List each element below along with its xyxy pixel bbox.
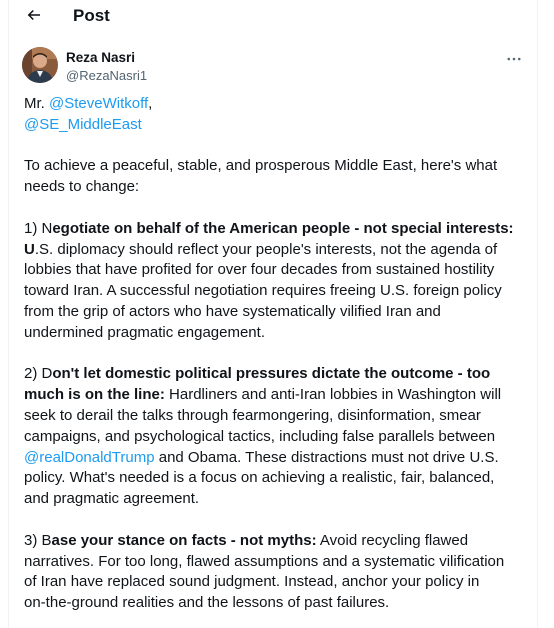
avatar[interactable] bbox=[22, 47, 58, 83]
point-line: seek to derail the talks through fearmongering, disinformation, smear bbox=[24, 406, 481, 424]
back-button[interactable] bbox=[21, 2, 47, 28]
point-number: 3) B bbox=[24, 531, 52, 549]
point-text: .S. diplomacy should reflect your people's interests, not the agenda of bbox=[34, 240, 498, 258]
point-heading bbox=[24, 219, 529, 240]
comma-text: , bbox=[148, 95, 153, 112]
intro-line: needs to change: bbox=[24, 178, 140, 196]
point-line: narratives. For too long, flawed assumptions and a systematic vilification bbox=[24, 552, 505, 570]
header-bar bbox=[9, 0, 537, 34]
point-number: 2) D bbox=[24, 365, 53, 383]
point-line bbox=[24, 240, 529, 261]
point-line: campaigns, and psychological tactics, including false parallels between bbox=[24, 427, 496, 445]
point-line: undermined pragmatic engagement. bbox=[24, 323, 265, 341]
point-initial: U bbox=[24, 240, 35, 258]
point-heading-text: on't let domestic political pressures dictate the outcome - too bbox=[52, 365, 491, 383]
point-line: on-the-ground realities and the lessons of past failures. bbox=[24, 594, 390, 612]
point-line: of Iran have replaced sound judgment. Instead, anchor your policy in bbox=[24, 573, 480, 591]
greeting-line bbox=[24, 94, 529, 115]
point-line: and pragmatic agreement. bbox=[24, 490, 200, 508]
page-title: Post bbox=[73, 6, 110, 25]
point-line: toward Iran. A successful negotiation requires freeing U.S. foreign policy bbox=[24, 282, 502, 300]
point-line: policy. What's needed is a focus on achieving a realistic, fair, balanced, bbox=[24, 469, 495, 487]
arrow-left-icon bbox=[25, 6, 43, 24]
point-text: and Obama. These distractions must not drive U.S. bbox=[154, 448, 499, 466]
mention-link[interactable]: @SE_MiddleEast bbox=[24, 115, 142, 133]
point-line: from the grip of actors who have systematically vilified Iran and bbox=[24, 302, 441, 320]
point-text: Hardliners and anti-Iran lobbies in Washington will bbox=[164, 386, 502, 404]
mention-link[interactable]: @SteveWitkoff bbox=[49, 95, 149, 112]
point-heading-text: much is on the line: bbox=[24, 386, 165, 404]
avatar-image bbox=[22, 47, 58, 83]
intro-line: To achieve a peaceful, stable, and prosperous Middle East, here's what bbox=[24, 157, 498, 175]
point-heading bbox=[24, 364, 529, 385]
point-heading-text: ase your stance on facts - not myths: bbox=[51, 531, 317, 549]
point-line bbox=[24, 448, 529, 469]
point-text: Avoid recycling flawed bbox=[316, 531, 469, 549]
point-heading-text: egotiate on behalf of the American people - not special interests: bbox=[52, 219, 514, 237]
point-line: lobbies that have profited for over four decades from sustained hostility bbox=[24, 261, 495, 279]
mention-link[interactable]: @realDonaldTrump bbox=[24, 448, 155, 466]
post-text bbox=[24, 94, 529, 614]
more-button[interactable] bbox=[503, 48, 525, 70]
post-view bbox=[8, 0, 538, 628]
author-name[interactable]: Reza Nasri bbox=[66, 50, 136, 65]
greeting-text: Mr. bbox=[24, 95, 49, 112]
author-handle[interactable]: @RezaNasri1 bbox=[66, 68, 148, 83]
more-horizontal-icon bbox=[505, 50, 523, 68]
point-number: 1) N bbox=[24, 219, 53, 237]
point-heading bbox=[24, 531, 529, 552]
mention-line bbox=[24, 115, 529, 136]
point-line bbox=[24, 385, 529, 406]
